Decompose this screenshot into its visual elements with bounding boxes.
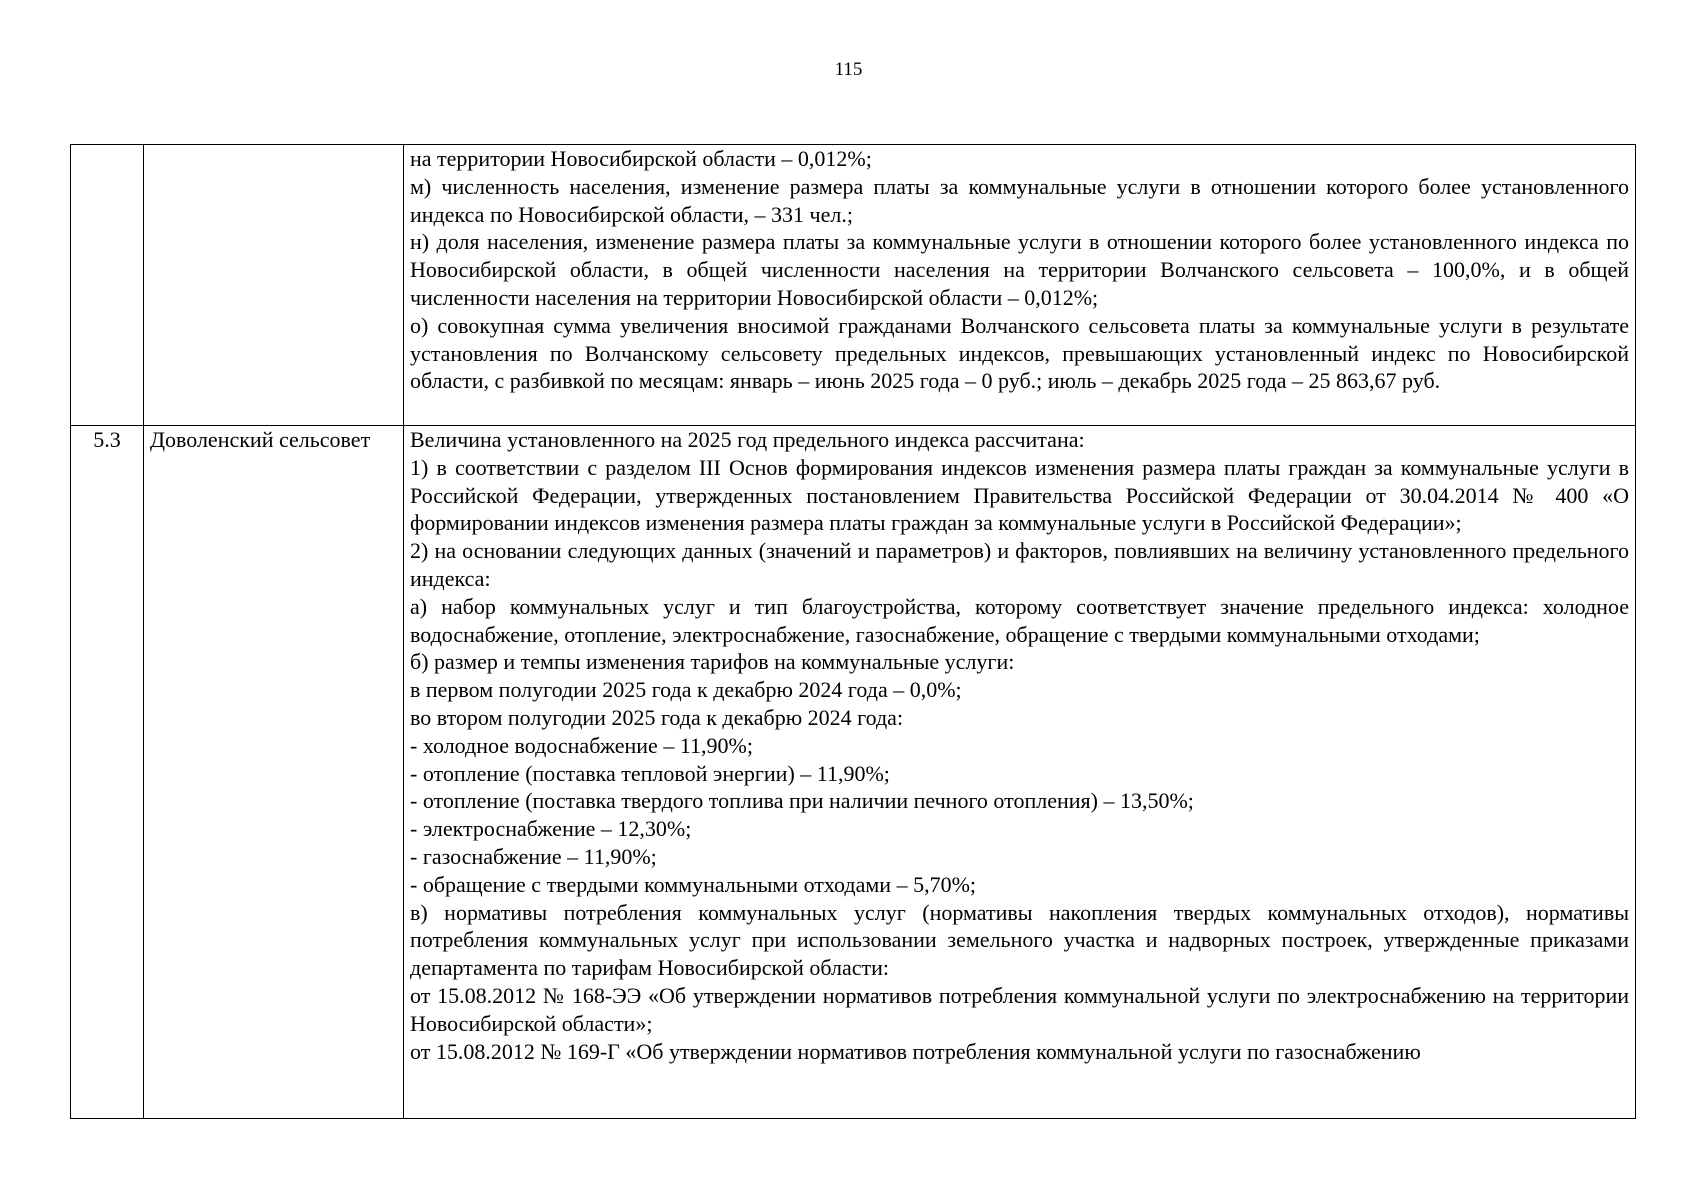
- paragraph: н) доля населения, изменение размера платы за коммунальные услуги в отношении которого более установленного индекса по Новосибирской области, в общей численности населения на территории Волчанского сельсовета – 100,0%, и в общей численности населения на территории Новосибирской области – 0,012%;: [410, 229, 1629, 310]
- paragraph: в) нормативы потребления коммунальных услуг (нормативы накопления твердых коммунальных отходов), нормативы потребления коммунальных услуг при использовании земельного участка и надворных построек, утвержденные приказами департамента по тарифам Новосибирской области:: [410, 899, 1629, 981]
- municipality-name: Доволенский сельсовет: [144, 426, 404, 1119]
- row-number: [71, 145, 144, 426]
- row-description: [404, 426, 1636, 1119]
- document-table: [70, 144, 1636, 1119]
- row-description: [404, 145, 1636, 426]
- paragraph: - газоснабжение – 11,90%;: [410, 843, 657, 869]
- paragraph: - обращение с твердыми коммунальными отходами – 5,70%;: [410, 871, 977, 897]
- paragraph: - холодное водоснабжение – 11,90%;: [410, 732, 753, 758]
- paragraph: о) совокупная сумма увеличения вносимой гражданами Волчанского сельсовета платы за коммунальные услуги в результате установления по Волчанскому сельсовету предельных индексов, превышающих установленный индекс по Новосибирской области, с разбивкой по месяцам: январь – июнь 2025 года – 0 руб.; июль – декабрь 2025 года – 25 863,67 руб.: [410, 312, 1629, 394]
- paragraph: от 15.08.2012 № 168-ЭЭ «Об утверждении нормативов потребления коммунальной услуги по электроснабжению на территории Новосибирской области»;: [410, 982, 1629, 1036]
- paragraph: - электроснабжение – 12,30%;: [410, 816, 692, 842]
- paragraph: - отопление (поставка тепловой энергии) – 11,90%;: [410, 760, 890, 786]
- table-row: [71, 426, 1636, 1119]
- paragraph: Величина установленного на 2025 год предельного индекса рассчитана:: [410, 427, 1085, 452]
- paragraph: на территории Новосибирской области – 0,012%;: [410, 146, 872, 171]
- paragraph: м) численность населения, изменение размера платы за коммунальные услуги в отношении которого более установленного индекса по Новосибирской области, – 331 чел.;: [410, 173, 1629, 227]
- row-number: 5.3: [71, 426, 144, 1119]
- page-number: 115: [834, 59, 863, 80]
- paragraph: 2) на основании следующих данных (значений и параметров) и факторов, повлиявших на величину установленного предельного индекса:: [410, 538, 1629, 591]
- table-row: [71, 145, 1636, 426]
- paragraph: - отопление (поставка твердого топлива при наличии печного отопления) – 13,50%;: [410, 788, 1194, 814]
- municipality-name: [144, 145, 404, 426]
- paragraph: в первом полугодии 2025 года к декабрю 2024 года – 0,0%;: [410, 677, 962, 703]
- paragraph: от 15.08.2012 № 169-Г «Об утверждении нормативов потребления коммунальной услуги по газоснабжению: [410, 1038, 1421, 1064]
- paragraph: б) размер и темпы изменения тарифов на коммунальные услуги:: [410, 649, 1015, 675]
- paragraph: 1) в соответствии с разделом III Основ формирования индексов изменения размера платы граждан за коммунальные услуги в Российской Федерации, утвержденных постановлением Правительства Российской Федерации от 30.04.2014 № 400 «О формировании индексов изменения размера платы граждан за коммунальные услуги в Российской Федерации»;: [410, 454, 1629, 536]
- paragraph: во втором полугодии 2025 года к декабрю 2024 года:: [410, 704, 904, 730]
- paragraph: а) набор коммунальных услуг и тип благоустройства, которому соответствует значение предельного индекса: холодное водоснабжение, отопление, электроснабжение, газоснабжение, обращение с твердыми коммунальными отходами;: [410, 593, 1629, 647]
